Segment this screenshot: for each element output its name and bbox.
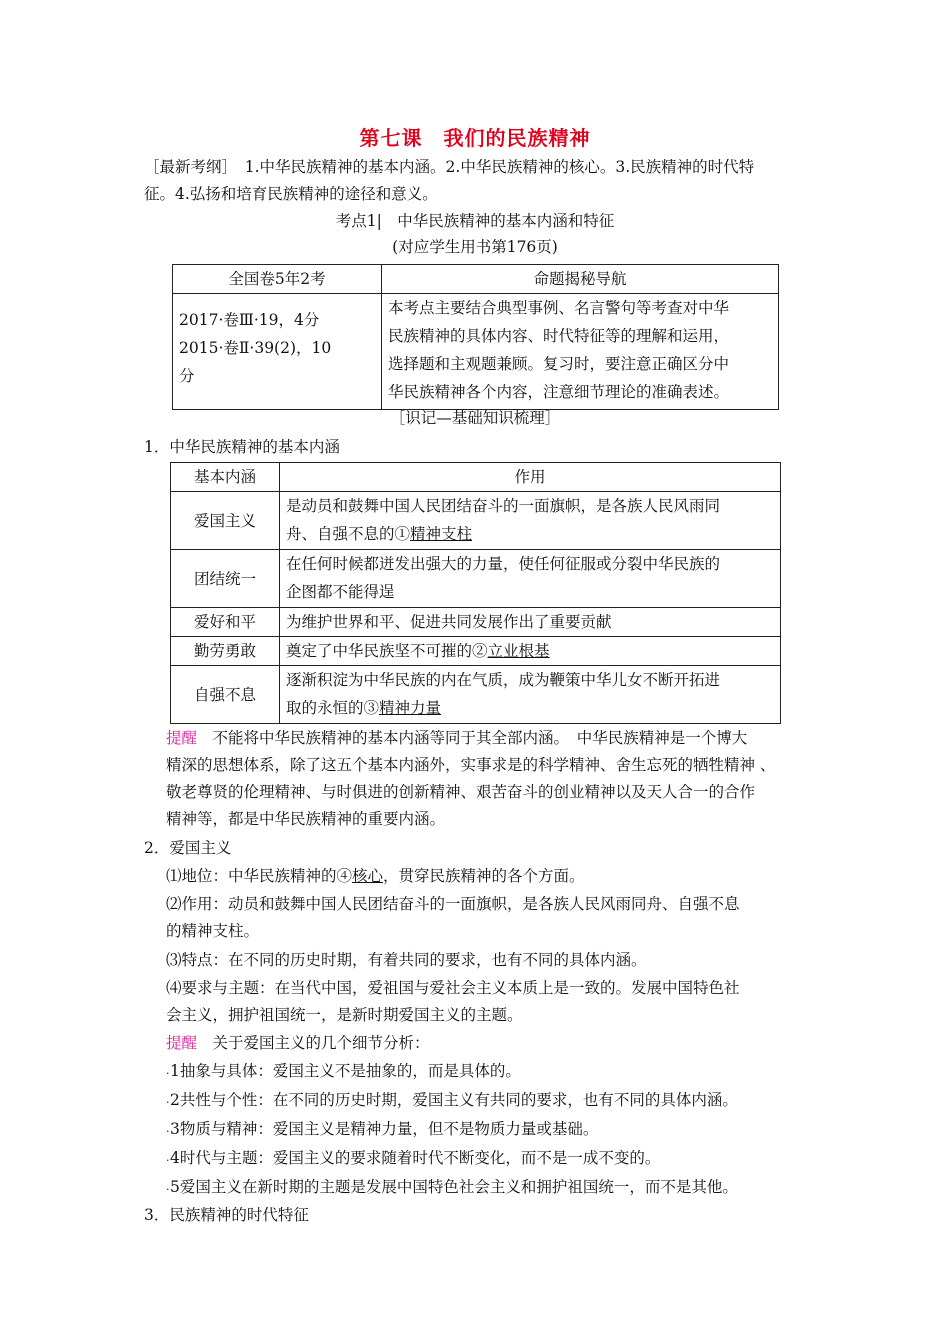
kaodian-heading: 考点1| 中华民族精神的基本内涵和特征	[335, 212, 615, 230]
guide-line: 华民族精神各个内容，注意细节理论的准确表述。	[388, 383, 730, 401]
row-role	[280, 492, 781, 550]
row-name: 自强不息	[171, 666, 280, 724]
bullet-dot: .	[166, 1122, 170, 1135]
answer-underlined: 精神力量	[379, 699, 442, 717]
row-role-line: 在任何时候都迸发出强大的力量，使任何征服或分裂中华民族的	[286, 555, 721, 573]
bullet-dot: .	[166, 1064, 170, 1077]
tip-label: 提醒	[166, 729, 198, 747]
bullet-dot: .	[166, 1093, 170, 1106]
list-item: 4时代与主题：爱国主义的要求随着时代不断变化，而不是一成不变的。	[170, 1149, 661, 1167]
row-role-text: 奠定了中华民族坚不可摧的②	[286, 642, 488, 660]
row-role	[280, 637, 781, 666]
exam-table-guide	[382, 294, 779, 410]
bullet-dot: .	[166, 1151, 170, 1164]
table-row	[171, 608, 781, 637]
list-item: 5爱国主义在新时期的主题是发展中国特色社会主义和拥护祖国统一，而不是其他。	[170, 1178, 738, 1196]
s2-point-1	[166, 863, 585, 889]
tip-1-line-2: 精深的思想体系，除了这五个基本内涵外，实事求是的科学精神、舍生忘死的牺牲精神 、	[166, 756, 776, 774]
answer-underlined: 核心	[352, 867, 384, 885]
s2-text: ⑴地位：中华民族精神的④	[166, 867, 353, 885]
s2-point-3: ⑶特点：在不同的历史时期，有着共同的要求，也有不同的具体内涵。	[166, 951, 647, 969]
table-row	[171, 492, 781, 550]
section-label: ［识记—基础知识梳理］	[389, 409, 561, 427]
row-role-text: 舟、自强不息的①	[286, 525, 411, 543]
row-role	[280, 666, 781, 724]
s2-point-4a: ⑷要求与主题：在当代中国，爱祖国与爱社会主义本质上是一致的。发展中国特色社	[166, 979, 740, 997]
answer-underlined: 立业根基	[487, 642, 550, 660]
guide-line: 本考点主要结合典型事例、名言警句等考查对中华	[388, 299, 730, 317]
tip-1-line-1	[166, 725, 747, 751]
tip-2	[166, 1030, 430, 1056]
tip-text: 关于爱国主义的几个细节分析：	[197, 1034, 430, 1052]
kaodian-subheading: (对应学生用书第176页)	[392, 238, 558, 256]
exam-table	[172, 264, 779, 410]
row-role-line: 逐渐积淀为中华民族的内在气质，成为鞭策中华儿女不断开拓进	[286, 671, 721, 689]
exam-outline-line-2: 征。4.弘扬和培育民族精神的途径和意义。	[144, 185, 438, 203]
tip-1-line-3: 敬老尊贤的伦理精神、与时俱进的创新精神、艰苦奋斗的创业精神以及天人合一的合作	[166, 783, 756, 801]
s2-text: ，贯穿民族精神的各个方面。	[383, 867, 585, 885]
row-role-line: 是动员和鼓舞中国人民团结奋斗的一面旗帜，是各族人民风雨同	[286, 497, 721, 515]
list-item: 3物质与精神：爱国主义是精神力量，但不是物质力量或基础。	[170, 1120, 599, 1138]
exam-table-header-right: 命题揭秘导航	[382, 265, 779, 294]
table-row	[171, 637, 781, 666]
s2-point-2a: ⑵作用：动员和鼓舞中国人民团结奋斗的一面旗帜，是各族人民风雨同舟、自强不息	[166, 895, 740, 913]
guide-line: 民族精神的具体内容、时代特征等的理解和运用，	[388, 327, 730, 345]
s3-heading: 3．民族精神的时代特征	[144, 1206, 309, 1224]
row-name: 勤劳勇敢	[171, 637, 280, 666]
tip-1-line-4: 精神等，都是中华民族精神的重要内涵。	[166, 810, 446, 828]
exam-outline-line-1: ［最新考纲］ 1.中华民族精神的基本内涵。2.中华民族精神的核心。3.民族精神的时代特	[144, 158, 755, 176]
tip-text: 不能将中华民族精神的基本内涵等同于其全部内涵。 中华民族精神是一个博大	[197, 729, 748, 747]
list-item: 1抽象与具体：爱国主义不是抽象的，而是具体的。	[170, 1062, 521, 1080]
row-name: 团结统一	[171, 550, 280, 608]
s2-point-4b: 会主义，拥护祖国统一，是新时期爱国主义的主题。	[166, 1006, 523, 1024]
row-role	[280, 550, 781, 608]
guide-line: 选择题和主观题兼顾。复习时，要注意正确区分中	[388, 355, 730, 373]
row-name: 爱好和平	[171, 608, 280, 637]
spirit-table-header-role: 作用	[280, 463, 781, 492]
row-role-text: 取的永恒的③	[286, 699, 380, 717]
row-role-line	[286, 520, 774, 548]
row-name: 爱国主义	[171, 492, 280, 550]
spirit-table	[170, 462, 781, 724]
s1-heading: 1．中华民族精神的基本内涵	[144, 438, 340, 456]
bullet-dot: .	[166, 1180, 170, 1193]
row-role: 为维护世界和平、促进共同发展作出了重要贡献	[280, 608, 781, 637]
table-row	[171, 666, 781, 724]
spirit-table-header-name: 基本内涵	[171, 463, 280, 492]
s2-heading: 2．爱国主义	[144, 839, 232, 857]
tip-label: 提醒	[166, 1034, 198, 1052]
row-role-line: 企图都不能得逞	[286, 583, 395, 601]
answer-underlined: 精神支柱	[410, 525, 473, 543]
list-item: 2共性与个性：在不同的历史时期，爱国主义有共同的要求，也有不同的具体内涵。	[170, 1091, 738, 1109]
exam-year-line: 2017·卷Ⅲ·19，4分	[179, 311, 320, 329]
s2-point-2b: 的精神支柱。	[166, 922, 260, 940]
lesson-title: 第七课 我们的民族精神	[359, 126, 591, 150]
exam-year-line: 分	[179, 367, 195, 385]
exam-year-line: 2015·卷Ⅱ·39(2)，10	[179, 339, 332, 357]
exam-table-years	[173, 294, 382, 410]
exam-table-header-left: 全国卷5年2考	[173, 265, 382, 294]
table-row	[171, 550, 781, 608]
row-role-line	[286, 694, 774, 722]
